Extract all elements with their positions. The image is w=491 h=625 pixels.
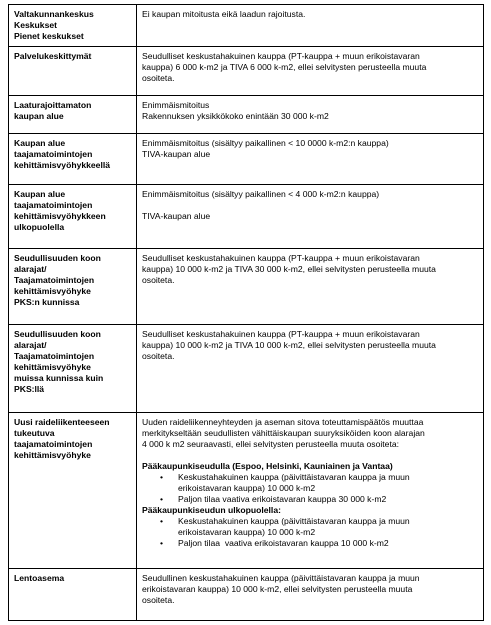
row-label: Kaupan alue taajamatoimintojen kehittämisvyöhykkeen ulkopuolella bbox=[9, 185, 137, 249]
row-text: Seudullinen keskustahakuinen kauppa (päivittäistavaran kauppa ja muun erikoistavaran kauppa) 10 000 k-m2, ellei selvitysten perusteella muuta osoiteta. bbox=[137, 569, 484, 621]
subheading: Pääkaupunkiseudun ulkopuolella: bbox=[142, 505, 281, 515]
row-text: Ei kaupan mitoitusta eikä laadun rajoitusta. bbox=[137, 5, 484, 47]
row-label: Seudullisuuden koon alarajat/ Taajamatoimintojen kehittämisvyöhyke muissa kunnissa kuin PKS:llä bbox=[9, 325, 137, 413]
subheading: Pääkaupunkiseudulla (Espoo, Helsinki, Kauniainen ja Vantaa) bbox=[142, 461, 393, 471]
row-label: Seudullisuuden koon alarajat/ Taajamatoimintojen kehittämisvyöhyke PKS:n kunnissa bbox=[9, 249, 137, 325]
bullet-list bbox=[142, 472, 478, 505]
table-row bbox=[9, 249, 484, 325]
row-text: Seudulliset keskustahakuinen kauppa (PT-kauppa + muun erikoistavaran kauppa) 6 000 k-m2 ja TIVA 6 000 k-m2, ellei selvitysten perusteella muuta osoiteta. bbox=[137, 47, 484, 96]
row-text: Seudulliset keskustahakuinen kauppa (PT-kauppa + muun erikoistavaran kauppa) 10 000 k-m2 ja TIVA 10 000 k-m2, ellei selvitysten perusteella muuta osoiteta. bbox=[137, 325, 484, 413]
row-text: Enimmäismitoitus (sisältyy paikallinen < 10 0000 k-m2:n kauppa) TIVA-kaupan alue bbox=[137, 134, 484, 185]
row-text: Enimmäismitoitus Rakennuksen yksikkökoko enintään 30 000 k-m2 bbox=[137, 96, 484, 134]
bullet-list bbox=[142, 516, 478, 549]
row-label: Uusi raideliikenteeseen tukeutuva taajamatoimintojen kehittämisvyöhyke bbox=[9, 413, 137, 569]
table-row bbox=[9, 325, 484, 413]
table-row bbox=[9, 569, 484, 621]
table-row bbox=[9, 185, 484, 249]
row-text: Seudulliset keskustahakuinen kauppa (PT-kauppa + muun erikoistavaran kauppa) 10 000 k-m2 ja TIVA 30 000 k-m2, ellei selvitysten perusteella muuta osoiteta. bbox=[137, 249, 484, 325]
list-item: • Paljon tilaa vaativa erikoistavaran kauppa 10 000 k-m2 bbox=[178, 538, 478, 549]
list-item: • Paljon tilaa vaativa erikoistavaran kauppa 30 000 k-m2 bbox=[178, 494, 478, 505]
row-label: Kaupan alue taajamatoimintojen kehittämisvyöhykkeellä bbox=[9, 134, 137, 185]
row-label: Laaturajoittamaton kaupan alue bbox=[9, 96, 137, 134]
row-text: Uuden raideliikenneyhteyden ja aseman sitova toteuttamispäätös muuttaa merkitykseltään seudullisten vähittäiskaupan suuryksiköiden koon alarajan 4 000 k m2 seuraavasti, ellei selvitysten perusteella muuta osoiteta: Pääkaupunkiseudulla (Espoo, Helsinki, Kauniainen ja Vantaa) • Keskustahakuinen kauppa (päivittäistavaran kauppa ja muun erikoistavaran kauppa) 10 000 k-m2 • Paljon tilaa vaativa erikoistavaran kauppa 30 000 k-m2 Pääkaupunkiseudun ulkopuolella: • Keskustahakuinen kauppa (päivittäistavaran kauppa ja muun erikoistavaran kauppa) 10 000 k-m2 • Paljon tilaa vaativa erikoistavaran kauppa 10 000 k-m2 bbox=[137, 413, 484, 569]
row-text: Enimmäismitoitus (sisältyy paikallinen < 4 000 k-m2:n kauppa) TIVA-kaupan alue bbox=[137, 185, 484, 249]
regulation-table bbox=[8, 4, 484, 621]
table-row bbox=[9, 96, 484, 134]
row-label: Palvelukeskittymät bbox=[9, 47, 137, 96]
list-item: • Keskustahakuinen kauppa (päivittäistavaran kauppa ja muun erikoistavaran kauppa) 10 000 k-m2 bbox=[178, 516, 478, 538]
table-row bbox=[9, 5, 484, 47]
row-label: Lentoasema bbox=[9, 569, 137, 621]
row-label: Valtakunnankeskus Keskukset Pienet keskukset bbox=[9, 5, 137, 47]
table-row bbox=[9, 134, 484, 185]
table-row bbox=[9, 413, 484, 569]
table-row bbox=[9, 47, 484, 96]
list-item: • Keskustahakuinen kauppa (päivittäistavaran kauppa ja muun erikoistavaran kauppa) 10 000 k-m2 bbox=[178, 472, 478, 494]
